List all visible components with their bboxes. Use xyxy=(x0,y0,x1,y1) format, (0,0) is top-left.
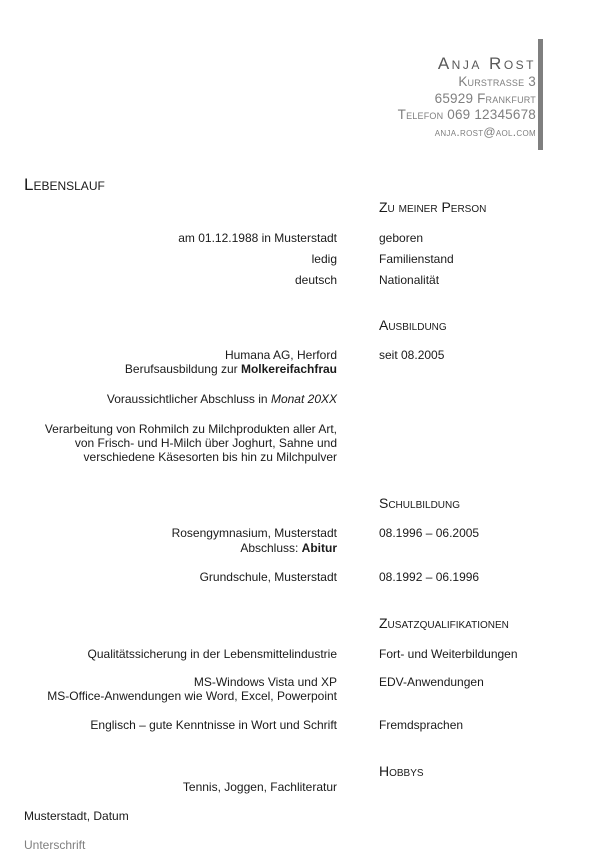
school-degree xyxy=(240,541,337,555)
completion-prefix: Voraussichtlicher Abschluss in xyxy=(106,392,271,406)
qualification-quality: Qualitätssicherung in der Lebensmittelindustrie xyxy=(87,647,337,661)
section-heading-zusatz: Zusatzqualifikationen xyxy=(379,615,509,631)
degree-prefix: Abschluss: xyxy=(240,541,302,555)
qualification-language-label: Fremdsprachen xyxy=(379,718,464,732)
hobbies-value: Tennis, Joggen, Fachliteratur xyxy=(182,780,337,794)
phone-number: Telefon 069 12345678 xyxy=(397,107,536,122)
school-primary: Grundschule, Musterstadt xyxy=(199,570,337,584)
place-date: Musterstadt, Datum xyxy=(24,809,129,823)
birth-label: geboren xyxy=(379,231,424,245)
document-title: Lebenslauf xyxy=(24,175,105,194)
section-heading-hobbys: Hobbys xyxy=(379,763,424,779)
city-address: 65929 Frankfurt xyxy=(434,90,536,106)
training-description-line: von Frisch- und H-Milch über Joghurt, Sahne und xyxy=(74,436,337,450)
marital-value: ledig xyxy=(311,252,337,266)
contact-header xyxy=(398,54,536,140)
school-primary-date: 08.1992 – 06.1996 xyxy=(379,570,480,584)
header-accent-bar xyxy=(538,39,543,150)
qualification-english: Englisch – gute Kenntnisse in Wort und Schrift xyxy=(90,718,337,732)
expected-completion xyxy=(107,392,337,406)
section-heading-schulbildung: Schulbildung xyxy=(379,495,461,511)
nationality-label: Nationalität xyxy=(379,273,440,287)
section-heading-ausbildung: Ausbildung xyxy=(379,317,447,333)
degree-name: Abitur xyxy=(301,541,337,555)
training-description-line: Verarbeitung von Rohmilch zu Milchprodukten aller Art, xyxy=(44,422,337,436)
section-heading-person: Zu meiner Person xyxy=(379,199,487,215)
qualification-it-label: EDV-Anwendungen xyxy=(379,675,484,689)
birth-value: am 01.12.1988 in Musterstadt xyxy=(178,231,337,245)
nationality-value: deutsch xyxy=(294,273,337,287)
qualification-windows: MS-Windows Vista und XP xyxy=(193,675,337,689)
school-gymnasium-date: 08.1996 – 06.2005 xyxy=(379,526,480,540)
marital-label: Familienstand xyxy=(379,252,454,266)
qualification-office: MS-Office-Anwendungen wie Word, Excel, Powerpoint xyxy=(47,689,337,703)
training-occupation: Molkereifachfrau xyxy=(240,362,337,376)
completion-date: Monat 20XX xyxy=(270,392,337,406)
qualification-quality-label: Fort- und Weiterbildungen xyxy=(379,647,518,661)
signature-label: Unterschrift xyxy=(24,838,86,852)
training-date: seit 08.2005 xyxy=(379,348,445,362)
school-gymnasium: Rosengymnasium, Musterstadt xyxy=(171,526,337,540)
training-prefix: Berufsausbildung zur xyxy=(124,362,241,376)
email-address: anja.rost@aol.com xyxy=(434,124,536,139)
applicant-name: Anja Rost xyxy=(437,54,536,73)
training-title xyxy=(125,362,337,376)
street-address: Kurstrasse 3 xyxy=(458,74,536,89)
training-description-line: verschiedene Käsesorten bis hin zu Milchpulver xyxy=(83,450,337,464)
training-company: Humana AG, Herford xyxy=(224,348,337,362)
